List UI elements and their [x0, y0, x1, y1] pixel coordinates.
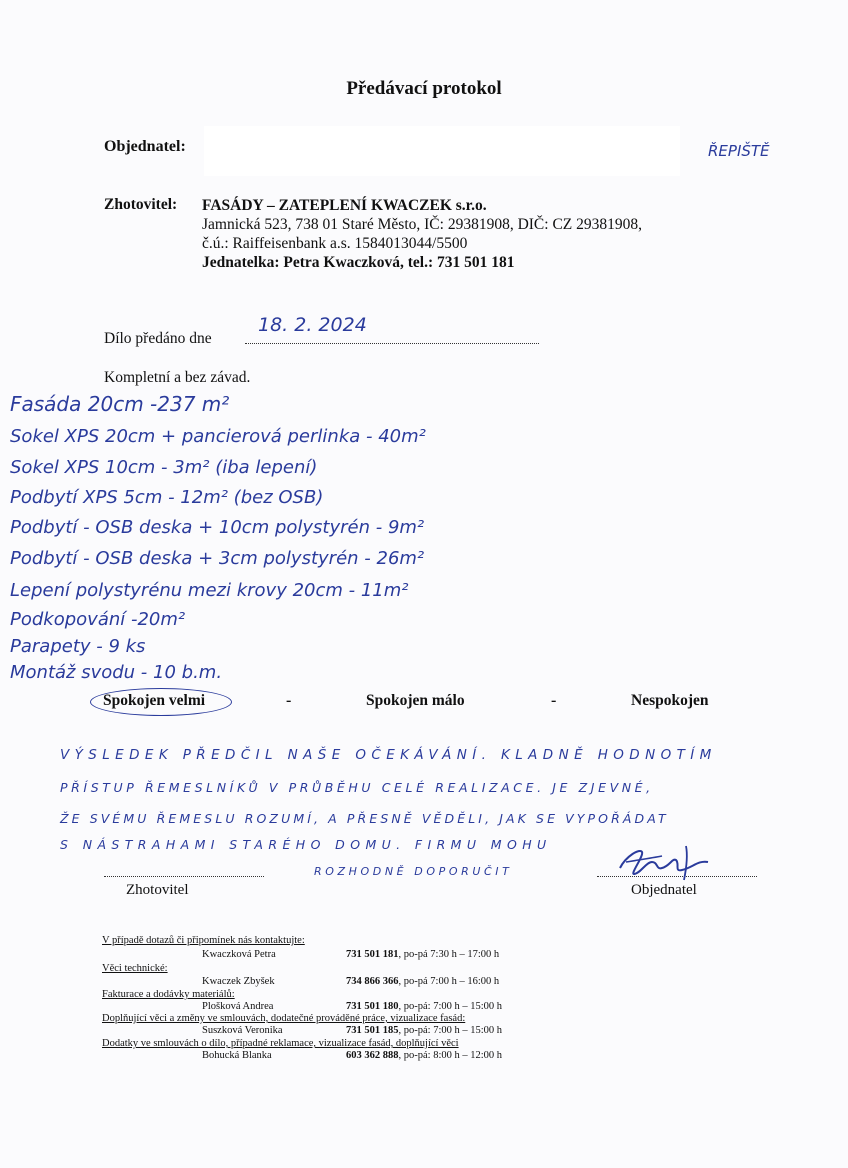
contact-name: Suszková Veronika	[202, 1025, 283, 1036]
complete-text: Kompletní a bez závad.	[104, 369, 251, 386]
contractor-bank: č.ú.: Raiffeisenbank a.s. 1584013044/5500	[202, 235, 468, 252]
contractor-label: Zhotovitel:	[104, 196, 178, 213]
contractor-block	[202, 196, 642, 272]
contact-hours: , po-pá 7:00 h – 16:00 h	[398, 976, 500, 987]
work-item: Lepení polystyrénu mezi krovy 20cm - 11m²	[10, 580, 409, 601]
orderer-signature-icon	[612, 840, 722, 886]
contact-name: Bohucká Blanka	[202, 1050, 272, 1061]
contact-line	[346, 948, 499, 961]
feedback-line: ROZHODNĚ DOPORUČIT	[314, 865, 513, 878]
handover-date-line	[245, 343, 539, 344]
feedback-line: S NÁSTRAHAMI STARÉHO DOMU. FIRMU MOHU	[60, 837, 552, 852]
contact-heading: Věci technické:	[102, 963, 168, 974]
contact-phone: 731 501 181	[346, 949, 399, 960]
orderer-label: Objednatel:	[104, 138, 186, 155]
work-item: Sokel XPS 10cm - 3m² (iba lepení)	[10, 457, 318, 478]
contact-heading: Doplňující věci a změny ve smlouvách, dodatečné prováděné práce, vizualizace fasád:	[102, 1013, 466, 1024]
document-title: Předávací protokol	[346, 78, 502, 99]
feedback-line: VÝSLEDEK PŘEDČIL NAŠE OČEKÁVÁNÍ. KLADNĚ HODNOTÍM	[60, 747, 717, 763]
contractor-signature-line	[104, 876, 264, 877]
work-item: Fasáda 20cm -237 m²	[10, 392, 230, 416]
handover-date: 18. 2. 2024	[258, 314, 367, 336]
feedback-line: PŘÍSTUP ŘEMESLNÍKŮ V PRŮBĚHU CELÉ REALIZACE. JE ZJEVNÉ,	[60, 780, 654, 795]
feedback-line: ŽE SVÉMU ŘEMESLU ROZUMÍ, A PŘESNĚ VĚDĚLI, JAK SE VYPOŘÁDAT	[60, 811, 669, 826]
satisfaction-little: Spokojen málo	[366, 692, 465, 709]
work-item: Sokel XPS 20cm + pancierová perlinka - 40m²	[10, 426, 426, 447]
contact-phone: 731 501 185	[346, 1025, 399, 1036]
contractor-director: Jednatelka: Petra Kwaczková, tel.: 731 501 181	[202, 254, 515, 271]
contact-phone: 734 866 366	[346, 976, 399, 987]
contact-heading: Fakturace a dodávky materiálů:	[102, 989, 235, 1000]
satisfaction-very: Spokojen velmi	[103, 692, 206, 709]
contact-name: Kwaczek Zbyšek	[202, 976, 275, 987]
orderer-signature-label: Objednatel	[631, 882, 697, 898]
work-item: Parapety - 9 ks	[10, 636, 146, 657]
contact-hours: , po-pá: 7:00 h – 15:00 h	[398, 1025, 503, 1036]
contractor-address: Jamnická 523, 738 01 Staré Město, IČ: 29381908, DIČ: CZ 29381908,	[202, 216, 642, 233]
contact-line	[346, 1049, 502, 1062]
work-item: Podbytí - OSB deska + 3cm polystyrén - 26m²	[10, 548, 425, 569]
contact-hours: , po-pá 7:30 h – 17:00 h	[398, 949, 500, 960]
orderer-handwritten: ŘEPIŠTĚ	[708, 142, 770, 160]
work-item: Podbytí - OSB deska + 10cm polystyrén - 9m²	[10, 517, 425, 538]
work-item: Podbytí XPS 5cm - 12m² (bez OSB)	[10, 487, 324, 508]
contact-phone: 731 501 180	[346, 1001, 399, 1012]
contact-name: Kwaczková Petra	[202, 949, 276, 960]
orderer-redaction	[204, 126, 680, 176]
contact-heading: Dodatky ve smlouvách o dílo, případné reklamace, vizualizace fasád, doplňující věci	[102, 1038, 459, 1049]
contacts-intro: V případě dotazů či připomínek nás kontaktujte:	[102, 935, 305, 946]
contractor-signature-label: Zhotovitel	[126, 882, 189, 898]
contact-hours: , po-pá: 8:00 h – 12:00 h	[398, 1050, 503, 1061]
contact-hours: , po-pá: 7:00 h – 15:00 h	[398, 1001, 503, 1012]
work-item: Podkopování -20m²	[10, 609, 186, 630]
contact-line	[346, 975, 499, 988]
satisfaction-dash: -	[286, 692, 292, 709]
satisfaction-dash: -	[551, 692, 557, 709]
satisfaction-not: Nespokojen	[631, 692, 709, 709]
contacts-block	[102, 934, 532, 1066]
work-item: Montáž svodu - 10 b.m.	[10, 662, 223, 683]
handover-label: Dílo předáno dne	[104, 330, 212, 347]
contact-phone: 603 362 888	[346, 1050, 399, 1061]
contractor-name: FASÁDY – ZATEPLENÍ KWACZEK s.r.o.	[202, 197, 487, 214]
contact-name: Plošková Andrea	[202, 1001, 274, 1012]
contact-line	[346, 1024, 502, 1037]
